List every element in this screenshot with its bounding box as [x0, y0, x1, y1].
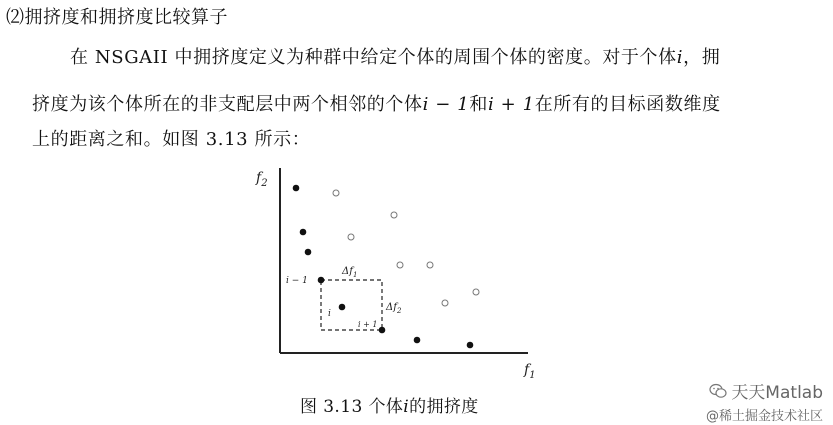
label-i: i: [328, 309, 331, 319]
paragraph-text: 挤度为该个体所在的非支配层中两个相邻的个体: [32, 94, 423, 115]
crowding-distance-figure: [230, 160, 550, 385]
paragraph-text: ，拥: [683, 47, 721, 68]
math-variable: i − 1: [422, 94, 470, 115]
watermark: [706, 378, 823, 424]
math-variable: i: [676, 47, 684, 68]
front-point: [300, 229, 307, 236]
dominated-point: [391, 212, 397, 218]
x-axis-label: $f_1$: [524, 362, 536, 381]
front-point: [305, 249, 312, 256]
dominated-point: [348, 234, 354, 240]
front-point-i: [339, 304, 346, 311]
caption-text: 图 3.13 个体: [300, 397, 404, 417]
front-point: [293, 185, 300, 192]
paragraph-line-2: [32, 90, 721, 116]
label-i-minus-1: i − 1: [286, 276, 308, 286]
paragraph-line-3: 上的距离之和。如图 3.13 所示：: [32, 129, 311, 150]
wechat-icon: [709, 383, 727, 399]
dominated-point: [473, 289, 479, 295]
label-delta-f2: $\Delta f_2$: [386, 302, 402, 315]
paragraph-text: 在 NSGAII 中拥挤度定义为种群中给定个体的周围个体的密度。对于个体: [70, 47, 677, 68]
caption-text: 的拥挤度: [409, 397, 479, 417]
label-delta-f1: $\Delta f_1$: [342, 266, 358, 279]
watermark-source: @稀土掘金技术社区: [705, 409, 823, 424]
section-heading: ⑵拥挤度和拥挤度比较算子: [6, 7, 228, 28]
watermark-brand-row: [706, 378, 823, 403]
dominated-point: [442, 300, 448, 306]
caption-variable: i: [403, 397, 410, 417]
paragraph-line-1: [70, 43, 720, 69]
figure-caption: [300, 392, 479, 417]
label-i-plus-1: i + 1: [358, 320, 378, 329]
watermark-brand: 天天Matlab: [731, 383, 823, 403]
dominated-point: [397, 262, 403, 268]
math-variable: i + 1: [487, 94, 535, 115]
front-point: [467, 342, 474, 349]
front-point-i-minus-1: [318, 277, 325, 284]
dominated-point: [333, 190, 339, 196]
dominated-point: [427, 262, 433, 268]
paragraph-text: 在所有的目标函数维度: [534, 94, 721, 115]
front-point: [414, 337, 421, 344]
y-axis-label: $f_2$: [256, 170, 268, 189]
paragraph-text: 和: [469, 94, 488, 115]
front-point-i-plus-1: [379, 327, 386, 334]
